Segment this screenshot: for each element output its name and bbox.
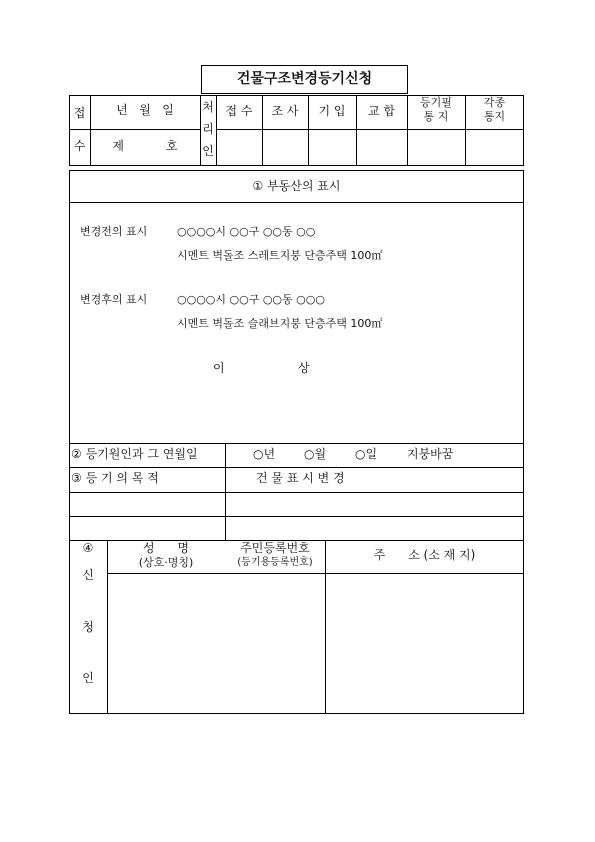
- col-notice-1: 등기필: [420, 96, 452, 109]
- col-various-1: 각종: [483, 96, 506, 109]
- name-header-2: (상호·명칭): [138, 556, 194, 569]
- receipt-label-2: 수: [73, 139, 86, 153]
- section2-label: ② 등기원인과 그 연월일: [71, 447, 198, 461]
- after-line2: 시멘트 벽돌조 슬래브지붕 단층주택 100㎡: [177, 317, 383, 330]
- end-mark-2: 상: [298, 361, 310, 375]
- before-line2: 시멘트 벽돌조 스레트지붕 단층주택 100㎡: [177, 249, 383, 262]
- applicant-label-2: 청: [82, 620, 94, 634]
- cause-year: ○년: [253, 447, 276, 461]
- handler-label-2: 리: [202, 122, 214, 136]
- id-header-1: 주민등록번호: [240, 541, 310, 555]
- col-verify: 교 합: [368, 104, 395, 118]
- section3-value: 건 물 표 시 변 경: [256, 471, 345, 485]
- section3-label: ③ 등 기 의 목 적: [71, 471, 159, 485]
- col-notice-2: 통 지: [423, 110, 449, 123]
- handler-label-1: 처: [202, 100, 214, 114]
- col-receipt: 접 수: [225, 104, 253, 118]
- page-title: 건물구조변경등기신청: [236, 71, 373, 87]
- date-label: 년 월 일: [116, 103, 174, 117]
- address-header: 주 소 (소 재 지): [373, 548, 476, 562]
- cause-day: ○일: [355, 447, 378, 461]
- receipt-label-1: 접: [73, 106, 86, 120]
- handler-label-3: 인: [202, 144, 214, 158]
- section4-number: ④: [82, 541, 94, 555]
- end-mark-1: 이: [213, 361, 225, 375]
- after-line1: ○○○○시 ○○구 ○○동 ○○○: [177, 293, 325, 306]
- applicant-label-1: 신: [82, 568, 94, 582]
- before-line1: ○○○○시 ○○구 ○○동 ○○: [177, 225, 316, 238]
- cause-reason: 지붕바꿈: [407, 447, 454, 461]
- id-header-2: (등기용등록번호): [237, 557, 313, 568]
- after-label: 변경후의 표시: [80, 293, 148, 306]
- col-various-2: 통지: [483, 110, 506, 123]
- applicant-label-3: 인: [82, 671, 94, 685]
- before-label: 변경전의 표시: [80, 225, 148, 238]
- name-header-1: 성 명: [142, 541, 190, 555]
- col-entry: 기 입: [318, 104, 346, 118]
- col-inspect: 조 사: [271, 104, 299, 118]
- section1-heading: ① 부동산의 표시: [252, 179, 341, 193]
- cause-month: ○월: [304, 447, 327, 461]
- number-label: 제 호: [112, 139, 178, 153]
